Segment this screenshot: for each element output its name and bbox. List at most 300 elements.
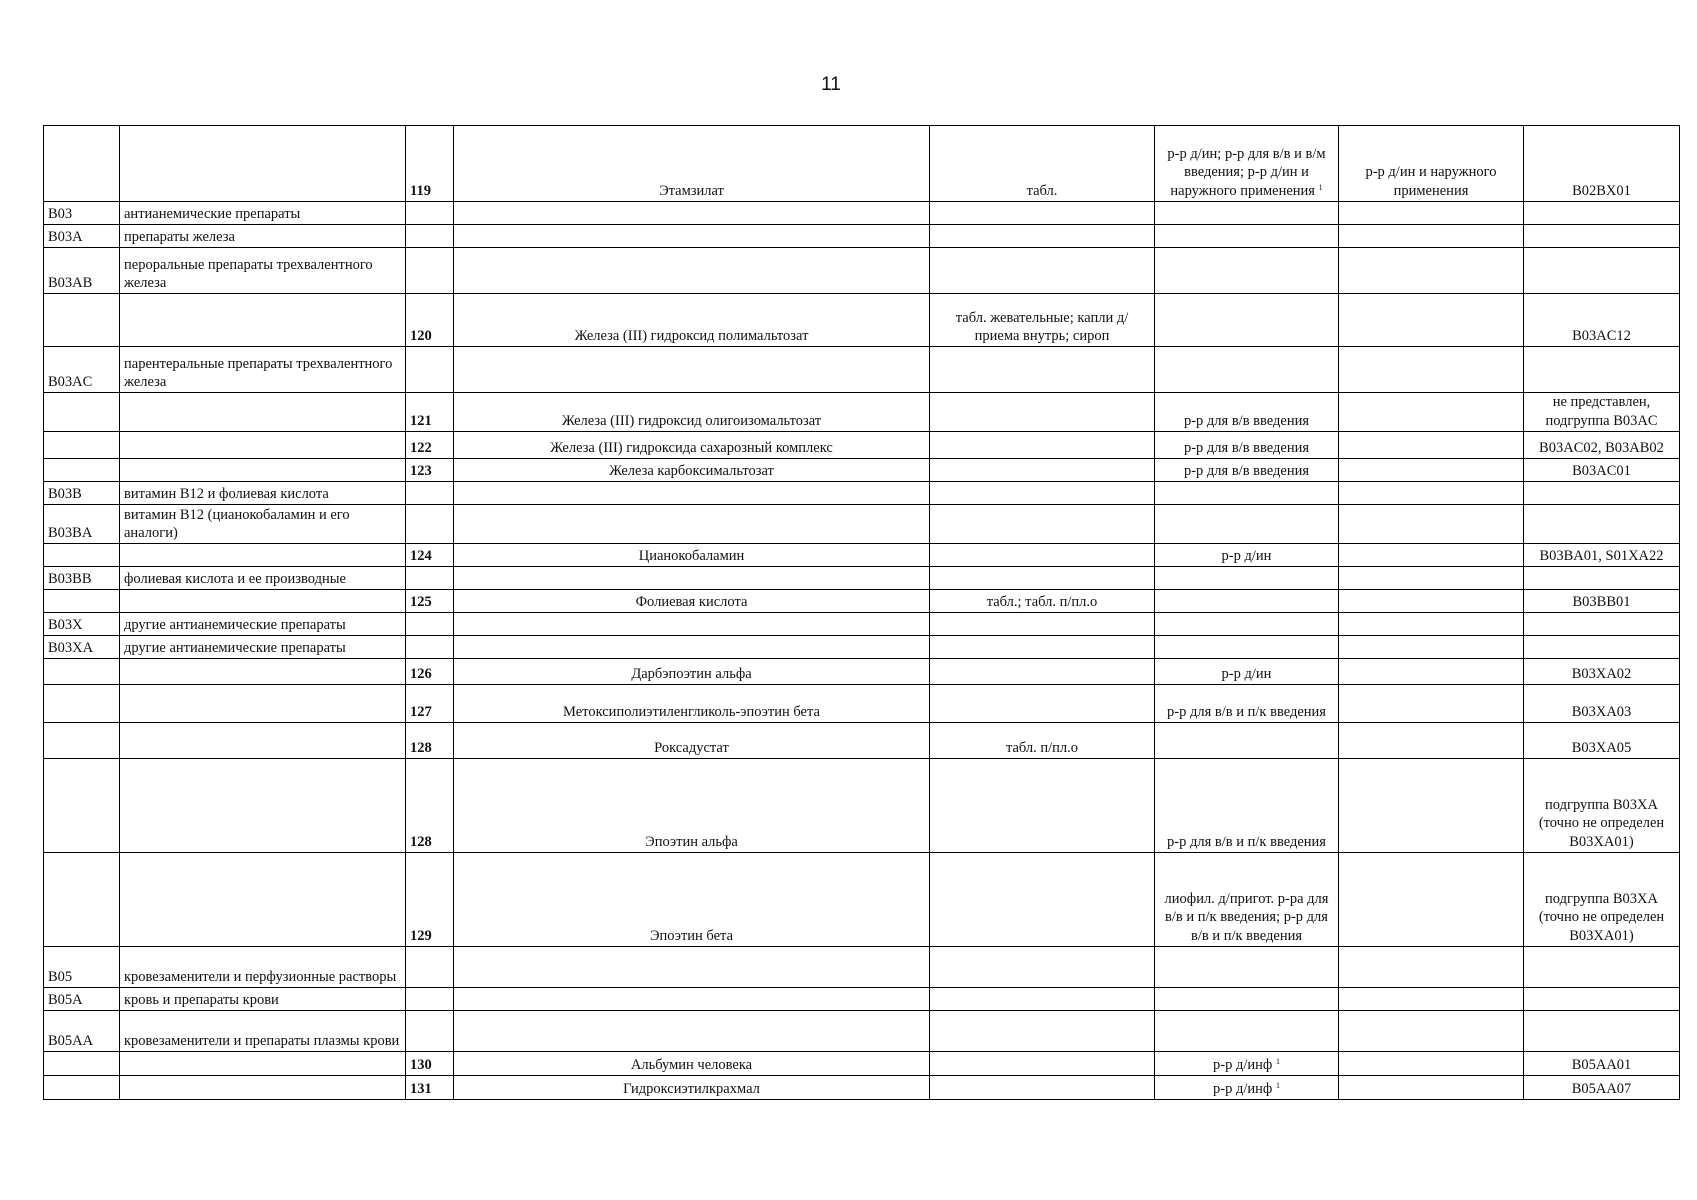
cell-group (120, 659, 406, 685)
cell-formc (1339, 759, 1524, 853)
cell-group (120, 1076, 406, 1100)
cell-num-text: 124 (410, 548, 432, 564)
cell-group (120, 505, 406, 544)
cell-group-text: витамин B12 и фолиевая кислота (124, 486, 329, 502)
footnote-marker: 1 (1275, 1056, 1280, 1066)
cell-atc (1524, 1052, 1680, 1076)
table-row (44, 347, 1680, 393)
cell-formb (1155, 723, 1339, 759)
cell-formc (1339, 613, 1524, 636)
cell-code (44, 248, 120, 294)
cell-num-text: 127 (410, 704, 432, 720)
cell-form (930, 544, 1155, 567)
cell-group (120, 482, 406, 505)
cell-name-text: Железа (III) гидроксида сахарозный комплекс (550, 440, 833, 456)
cell-formb-text: р-р д/ин (1221, 547, 1272, 564)
cell-code (44, 590, 120, 613)
cell-name-text: Дарбэпоэтин альфа (631, 666, 752, 682)
table-row (44, 393, 1680, 432)
cell-formc (1339, 1011, 1524, 1052)
cell-code-text: B03A (48, 229, 83, 245)
cell-name-text: Железа (III) гидроксид олигоизомальтозат (561, 413, 822, 429)
cell-form (930, 505, 1155, 544)
cell-formc (1339, 482, 1524, 505)
cell-atc (1524, 947, 1680, 988)
cell-atc (1524, 567, 1680, 590)
cell-code-text: B03B (48, 486, 82, 502)
cell-num (406, 432, 454, 459)
cell-num (406, 947, 454, 988)
cell-form (930, 723, 1155, 759)
cell-num (406, 202, 454, 225)
cell-form (930, 988, 1155, 1011)
cell-name (454, 759, 930, 853)
cell-num-text: 122 (410, 440, 432, 456)
cell-formb-text: р-р д/инф (1213, 1080, 1273, 1097)
cell-num-text: 128 (410, 834, 432, 850)
cell-atc (1524, 685, 1680, 723)
cell-code (44, 1076, 120, 1100)
table-row (44, 659, 1680, 685)
cell-code (44, 659, 120, 685)
table-row (44, 202, 1680, 225)
cell-num (406, 567, 454, 590)
cell-form (930, 202, 1155, 225)
cell-atc (1524, 505, 1680, 544)
cell-group (120, 723, 406, 759)
cell-formb-text: лиофил. д/пригот. р-ра для в/в и п/к введения; р-р для в/в и п/к введения (1164, 890, 1329, 944)
cell-code-text: B05A (48, 992, 83, 1008)
cell-group (120, 1052, 406, 1076)
cell-group (120, 636, 406, 659)
cell-code (44, 294, 120, 347)
cell-formc (1339, 947, 1524, 988)
cell-code (44, 567, 120, 590)
cell-form (930, 1052, 1155, 1076)
cell-num (406, 1011, 454, 1052)
cell-name (454, 459, 930, 482)
cell-group-text: парентеральные препараты трехвалентного железа (124, 356, 393, 390)
footnote-marker: 1 (1275, 1080, 1280, 1090)
cell-code-text: B03AB (48, 275, 93, 291)
cell-code (44, 202, 120, 225)
cell-atc-text: B02BX01 (1572, 182, 1631, 199)
table-row (44, 567, 1680, 590)
cell-form-text: табл. (1026, 183, 1058, 199)
cell-code (44, 393, 120, 432)
cell-num-text: 131 (410, 1081, 432, 1097)
cell-group (120, 988, 406, 1011)
cell-atc-text: B03AC01 (1572, 462, 1631, 479)
cell-num (406, 759, 454, 853)
table-row (44, 225, 1680, 248)
cell-num (406, 723, 454, 759)
cell-formb (1155, 202, 1339, 225)
cell-formc (1339, 347, 1524, 393)
cell-atc (1524, 853, 1680, 947)
cell-formc (1339, 685, 1524, 723)
cell-atc (1524, 459, 1680, 482)
cell-formc (1339, 459, 1524, 482)
cell-code (44, 432, 120, 459)
cell-code (44, 1011, 120, 1052)
cell-atc-text: B03XA02 (1571, 665, 1632, 682)
cell-formb (1155, 613, 1339, 636)
cell-group (120, 759, 406, 853)
cell-group (120, 567, 406, 590)
cell-formb (1155, 685, 1339, 723)
table-row (44, 248, 1680, 294)
cell-group-text: кровезаменители и перфузионные растворы (124, 969, 397, 985)
cell-group (120, 347, 406, 393)
cell-code (44, 126, 120, 202)
cell-atc (1524, 294, 1680, 347)
cell-group-text: препараты железа (124, 229, 235, 245)
cell-num (406, 248, 454, 294)
cell-atc-text: подгруппа B03XA (точно не определен B03XA01) (1538, 796, 1665, 850)
cell-atc (1524, 482, 1680, 505)
cell-atc (1524, 225, 1680, 248)
cell-num (406, 126, 454, 202)
cell-num-text: 125 (410, 594, 432, 610)
cell-name-text: Роксадустат (654, 740, 729, 756)
cell-formb-text: р-р для в/в и п/к введения (1167, 833, 1326, 850)
cell-code-text: B03XA (48, 640, 94, 656)
cell-name (454, 636, 930, 659)
cell-formc (1339, 393, 1524, 432)
cell-form (930, 567, 1155, 590)
cell-group (120, 590, 406, 613)
table-row (44, 459, 1680, 482)
cell-formb (1155, 225, 1339, 248)
cell-formb (1155, 659, 1339, 685)
cell-formb (1155, 459, 1339, 482)
cell-code (44, 459, 120, 482)
cell-formc (1339, 590, 1524, 613)
cell-code (44, 947, 120, 988)
cell-num (406, 590, 454, 613)
cell-group (120, 1011, 406, 1052)
cell-num-text: 129 (410, 928, 432, 944)
cell-group-text: кровь и препараты крови (124, 992, 279, 1008)
cell-code (44, 613, 120, 636)
cell-group-text: кровезаменители и препараты плазмы крови (124, 1033, 400, 1049)
cell-formb (1155, 988, 1339, 1011)
cell-name (454, 248, 930, 294)
cell-atc (1524, 759, 1680, 853)
cell-num (406, 1076, 454, 1100)
cell-group (120, 685, 406, 723)
cell-name-text: Эпоэтин альфа (645, 834, 738, 850)
cell-form (930, 659, 1155, 685)
cell-code-text: B03AC (48, 374, 93, 390)
cell-formb (1155, 759, 1339, 853)
cell-formc (1339, 432, 1524, 459)
cell-group (120, 853, 406, 947)
cell-atc-text: B03AC02, B03AB02 (1539, 439, 1664, 456)
cell-code (44, 723, 120, 759)
cell-name (454, 544, 930, 567)
cell-formb-text: р-р для в/в введения (1183, 439, 1310, 456)
cell-num-text: 120 (410, 328, 432, 344)
cell-form (930, 126, 1155, 202)
cell-name (454, 947, 930, 988)
cell-name (454, 294, 930, 347)
table-row (44, 1011, 1680, 1052)
cell-num-text: 128 (410, 740, 432, 756)
cell-atc (1524, 636, 1680, 659)
table-row (44, 1052, 1680, 1076)
table-row (44, 853, 1680, 947)
cell-formc (1339, 853, 1524, 947)
table-row (44, 759, 1680, 853)
table-body (44, 126, 1680, 1100)
table-row (44, 988, 1680, 1011)
cell-atc (1524, 1076, 1680, 1100)
cell-formb (1155, 347, 1339, 393)
cell-name (454, 482, 930, 505)
cell-name (454, 126, 930, 202)
cell-code (44, 505, 120, 544)
cell-form (930, 1011, 1155, 1052)
cell-form (930, 685, 1155, 723)
cell-formc (1339, 1076, 1524, 1100)
cell-formb (1155, 590, 1339, 613)
table-row (44, 544, 1680, 567)
cell-formb (1155, 567, 1339, 590)
cell-code (44, 853, 120, 947)
cell-form (930, 1076, 1155, 1100)
cell-num (406, 636, 454, 659)
cell-atc (1524, 1011, 1680, 1052)
table-row (44, 482, 1680, 505)
cell-formb (1155, 636, 1339, 659)
cell-form (930, 459, 1155, 482)
cell-form (930, 590, 1155, 613)
cell-formb (1155, 393, 1339, 432)
cell-atc (1524, 590, 1680, 613)
cell-formc (1339, 1052, 1524, 1076)
cell-atc-text: B03XA05 (1571, 739, 1632, 756)
cell-formc (1339, 248, 1524, 294)
cell-num (406, 393, 454, 432)
cell-code (44, 347, 120, 393)
cell-form (930, 294, 1155, 347)
cell-name (454, 723, 930, 759)
cell-num (406, 505, 454, 544)
cell-formb-text: р-р для в/в введения (1183, 462, 1310, 479)
cell-group-text: пероральные препараты трехвалентного железа (124, 257, 373, 291)
cell-atc (1524, 393, 1680, 432)
cell-atc (1524, 723, 1680, 759)
cell-formb (1155, 482, 1339, 505)
cell-formb-text: р-р д/ин (1221, 665, 1272, 682)
cell-name (454, 685, 930, 723)
cell-formc (1339, 294, 1524, 347)
cell-form (930, 482, 1155, 505)
cell-form (930, 613, 1155, 636)
cell-name-text: Железа карбоксимальтозат (609, 463, 774, 479)
cell-code (44, 1052, 120, 1076)
page-number: 11 (821, 74, 841, 95)
cell-num (406, 459, 454, 482)
cell-formc (1339, 202, 1524, 225)
cell-num (406, 225, 454, 248)
cell-num (406, 988, 454, 1011)
cell-code (44, 685, 120, 723)
cell-atc-text: не представлен, подгруппа B03AC (1545, 394, 1658, 429)
cell-formb (1155, 505, 1339, 544)
cell-atc-text: B05AA01 (1571, 1056, 1632, 1073)
cell-group-text: антианемические препараты (124, 206, 301, 222)
cell-atc (1524, 126, 1680, 202)
cell-group (120, 248, 406, 294)
cell-atc (1524, 248, 1680, 294)
cell-group (120, 126, 406, 202)
cell-group-text: другие антианемические препараты (124, 640, 346, 656)
table-row (44, 505, 1680, 544)
cell-name (454, 659, 930, 685)
cell-atc (1524, 613, 1680, 636)
cell-group (120, 544, 406, 567)
cell-name-text: Гидроксиэтилкрахмал (623, 1081, 760, 1097)
table-row (44, 636, 1680, 659)
cell-formc-text: р-р д/ин и наружного применения (1365, 164, 1497, 199)
cell-name (454, 988, 930, 1011)
cell-name (454, 590, 930, 613)
cell-code-text: B05 (48, 969, 73, 985)
cell-formc (1339, 988, 1524, 1011)
cell-code (44, 225, 120, 248)
cell-num (406, 853, 454, 947)
cell-name (454, 1076, 930, 1100)
cell-atc (1524, 432, 1680, 459)
cell-atc (1524, 659, 1680, 685)
cell-name-text: Эпоэтин бета (649, 928, 734, 944)
cell-group (120, 202, 406, 225)
drug-list-table (43, 125, 1680, 1100)
cell-code (44, 759, 120, 853)
cell-group (120, 613, 406, 636)
cell-num (406, 482, 454, 505)
cell-atc (1524, 202, 1680, 225)
footnote-marker: 1 (1318, 182, 1323, 192)
cell-formc (1339, 126, 1524, 202)
cell-form (930, 853, 1155, 947)
cell-form-text: табл.; табл. п/пл.о (986, 594, 1098, 610)
cell-num (406, 613, 454, 636)
cell-form (930, 347, 1155, 393)
cell-formb-text: р-р д/ин; р-р для в/в и в/м введения; р-р д/ин и наружного применения (1167, 145, 1326, 199)
cell-form-text: табл. жевательные; капли д/приема внутрь; сироп (955, 310, 1129, 344)
cell-code (44, 544, 120, 567)
cell-group (120, 459, 406, 482)
cell-num (406, 685, 454, 723)
cell-formb (1155, 126, 1339, 202)
cell-formb (1155, 432, 1339, 459)
cell-formb-text: р-р для в/в и п/к введения (1167, 703, 1326, 720)
cell-code-text: B03BA (48, 525, 93, 541)
cell-num-text: 130 (410, 1057, 432, 1073)
cell-group (120, 432, 406, 459)
table-row (44, 126, 1680, 202)
cell-formc (1339, 723, 1524, 759)
cell-formb (1155, 1076, 1339, 1100)
cell-code-text: B05AA (48, 1033, 94, 1049)
cell-num-text: 126 (410, 666, 432, 682)
cell-name (454, 202, 930, 225)
cell-group (120, 947, 406, 988)
cell-code-text: B03BB (48, 571, 92, 587)
cell-code (44, 636, 120, 659)
cell-group (120, 393, 406, 432)
cell-form (930, 636, 1155, 659)
cell-name-text: Альбумин человека (630, 1057, 753, 1073)
cell-name (454, 613, 930, 636)
cell-form (930, 432, 1155, 459)
cell-num-text: 123 (410, 463, 432, 479)
cell-formb-text: р-р д/инф (1213, 1056, 1273, 1073)
cell-formb (1155, 853, 1339, 947)
cell-atc (1524, 347, 1680, 393)
cell-formc (1339, 544, 1524, 567)
cell-form (930, 759, 1155, 853)
cell-atc-text: подгруппа B03XA (точно не определен B03XA01) (1538, 890, 1665, 944)
cell-formc (1339, 567, 1524, 590)
cell-formb (1155, 294, 1339, 347)
cell-group-text: другие антианемические препараты (124, 617, 346, 633)
table-row (44, 1076, 1680, 1100)
cell-num (406, 659, 454, 685)
cell-group (120, 225, 406, 248)
cell-form (930, 225, 1155, 248)
cell-name-text: Этамзилат (659, 183, 724, 199)
cell-name (454, 853, 930, 947)
cell-code-text: B03 (48, 206, 73, 222)
table-row (44, 685, 1680, 723)
cell-formc (1339, 505, 1524, 544)
table-row (44, 432, 1680, 459)
cell-name (454, 347, 930, 393)
cell-formb (1155, 1052, 1339, 1076)
cell-atc-text: B05AA07 (1571, 1080, 1632, 1097)
cell-name-text: Фолиевая кислота (635, 594, 748, 610)
cell-atc-text: B03XA03 (1571, 703, 1632, 720)
cell-name (454, 505, 930, 544)
cell-num (406, 294, 454, 347)
cell-group (120, 294, 406, 347)
cell-atc-text: B03BA01, S01XA22 (1539, 547, 1664, 564)
cell-group-text: фолиевая кислота и ее производные (124, 571, 346, 587)
cell-group-text: витамин B12 (цианокобаламин и его аналоги) (124, 507, 350, 541)
cell-num (406, 544, 454, 567)
cell-atc (1524, 988, 1680, 1011)
cell-name (454, 1011, 930, 1052)
cell-formb (1155, 1011, 1339, 1052)
cell-name (454, 225, 930, 248)
cell-num (406, 1052, 454, 1076)
cell-name-text: Цианокобаламин (638, 548, 745, 564)
cell-name (454, 393, 930, 432)
cell-formb-text: р-р для в/в введения (1183, 412, 1310, 429)
cell-form (930, 393, 1155, 432)
cell-form (930, 947, 1155, 988)
cell-formc (1339, 659, 1524, 685)
cell-name-text: Железа (III) гидроксид полимальтозат (574, 328, 809, 344)
cell-atc-text: B03AC12 (1572, 327, 1631, 344)
table-row (44, 723, 1680, 759)
cell-form (930, 248, 1155, 294)
